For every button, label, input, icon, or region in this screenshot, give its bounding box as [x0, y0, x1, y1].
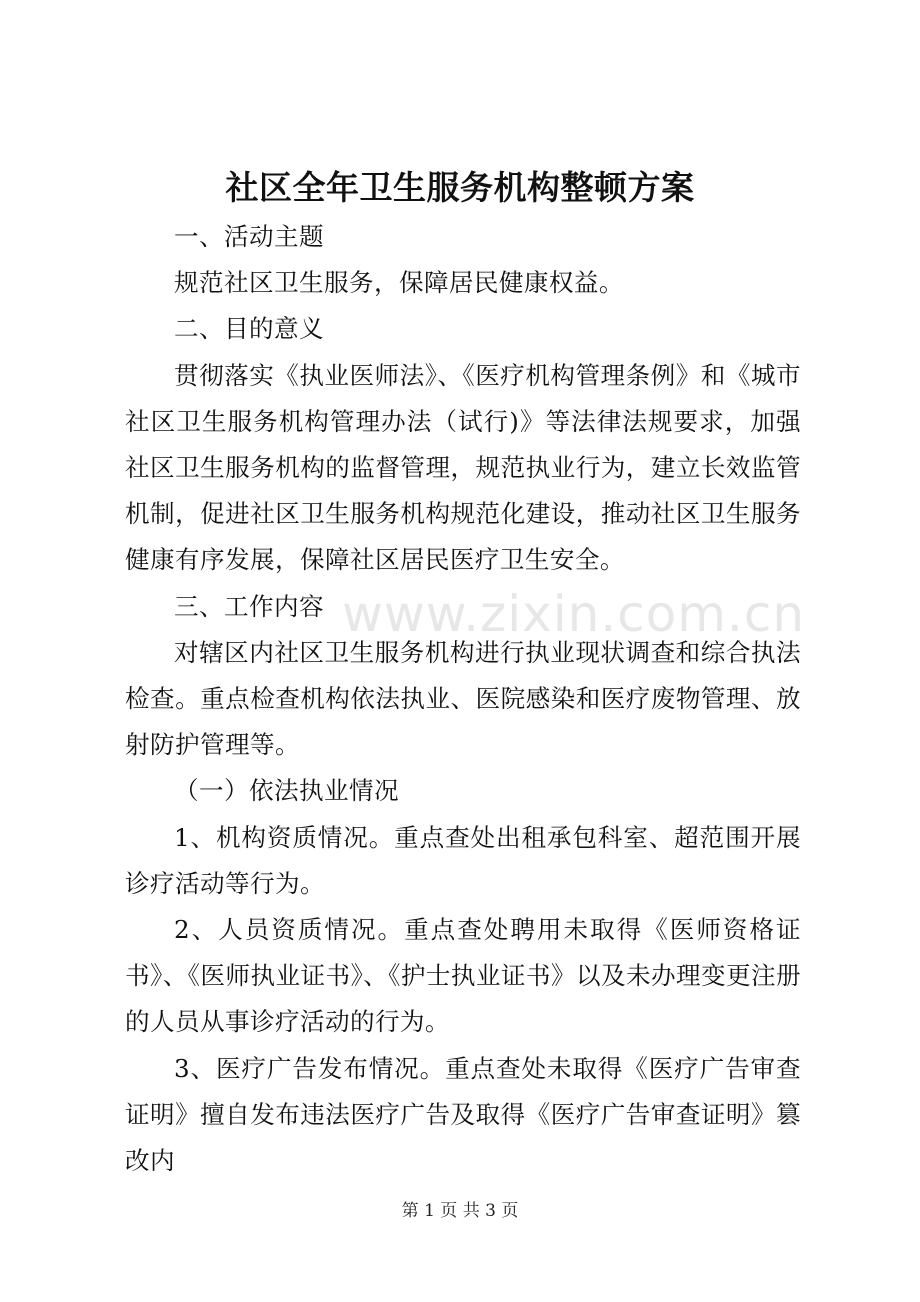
section-heading-purpose: 二、目的意义 [174, 314, 324, 344]
list-item-advertising: 3、医疗广告发布情况。重点查处未取得《医疗广告审查证明》擅自发布违法医疗广告及取得《医疗广告审查证明》篡改内 [125, 1053, 801, 1176]
paragraph-content: 对辖区内社区卫生服务机构进行执业现状调查和综合执法检查。重点检查机构依法执业、医院感染和医疗废物管理、放射防护管理等。 [125, 637, 801, 760]
list-item-institution: 1、机构资质情况。重点查处出租承包科室、超范围开展诊疗活动等行为。 [125, 822, 801, 898]
section-heading-theme: 一、活动主题 [174, 222, 324, 251]
section-heading-content: 三、工作内容 [174, 591, 324, 621]
watermark-text: www.zixin.com.cn [342, 585, 806, 643]
paragraph-purpose: 贯彻落实《执业医师法》、《医疗机构管理条例》和《城市社区卫生服务机构管理办法（试行)》等法律法规要求，加强社区卫生服务机构的监督管理，规范执业行为，建立长效监管机制，促进社区卫生服务机构规范化建设，推动社区卫生服务健康有序发展，保障社区居民医疗卫生安全。 [125, 360, 801, 575]
list-item-personnel: 2、人员资质情况。重点查处聘用未取得《医师资格证书》、《医师执业证书》、《护士执业证书》以及未办理变更注册的人员从事诊疗活动的行为。 [125, 915, 801, 1037]
page-footer: 第 1 页 共 3 页 [401, 1201, 519, 1221]
subsection-heading-legal-practice: （一）依法执业情况 [174, 776, 399, 806]
document-body [125, 214, 801, 1184]
paragraph-theme: 规范社区卫生服务，保障居民健康权益。 [174, 268, 624, 298]
document-title: 社区全年卫生服务机构整顿方案 [225, 168, 695, 207]
